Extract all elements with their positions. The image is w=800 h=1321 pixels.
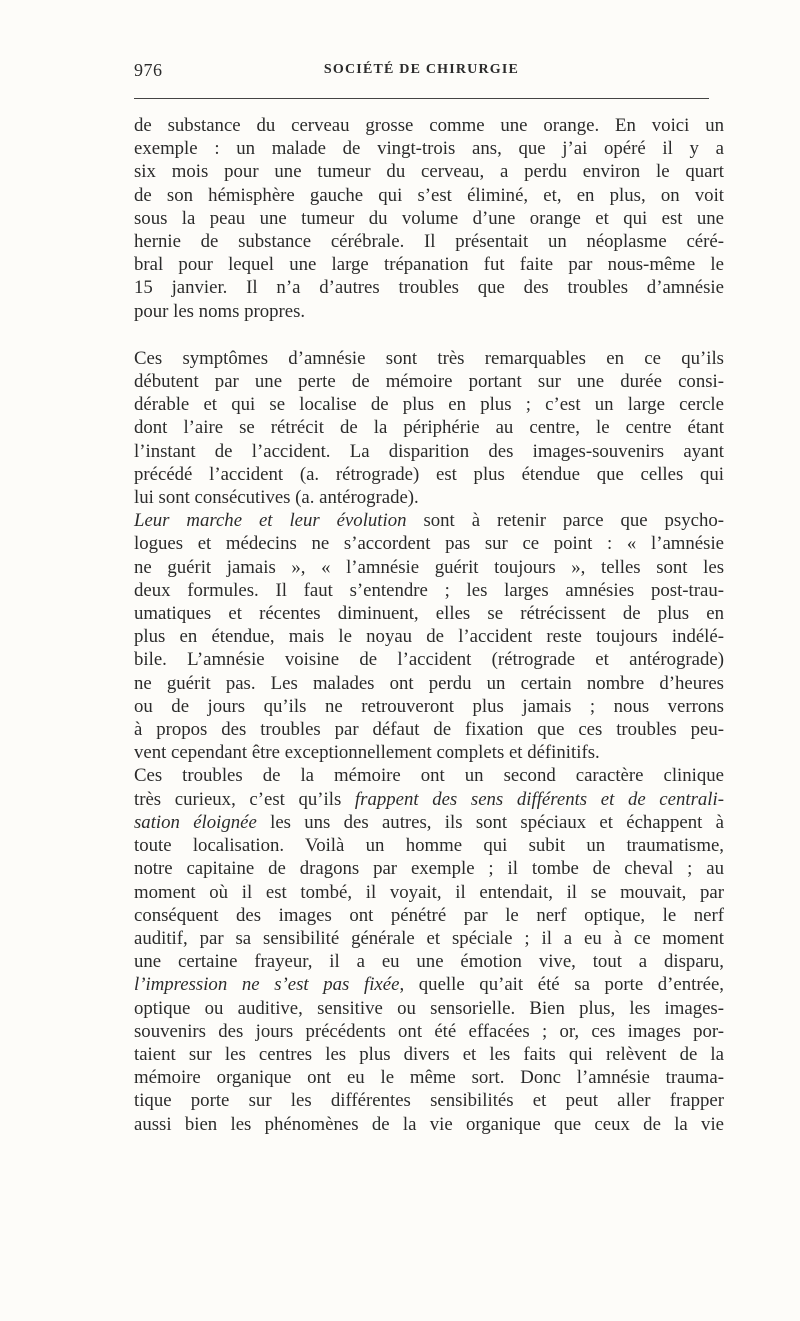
page-number: 976 xyxy=(134,60,163,80)
text-line xyxy=(134,509,724,532)
paragraph-3 xyxy=(134,509,724,764)
text-fragment: les uns des autres, ils sont spéciaux et échappent à xyxy=(256,811,724,833)
text-line: auditif, par sa sensibilité générale et spéciale ; il a eu à ce moment xyxy=(134,927,724,949)
text-line: tique porte sur les différentes sensibilités et peut aller frapper xyxy=(134,1090,724,1112)
text-line: bral pour lequel une large trépanation fut faite par nous-même le xyxy=(134,254,724,276)
text-fragment: très curieux, c’est qu’ils xyxy=(134,788,355,810)
text-line: exemple : un malade de vingt-trois ans, que j’ai opéré il y a xyxy=(134,138,724,160)
paragraph-2 xyxy=(134,347,724,509)
italic-phrase: frappent des sens différents et de centrali- xyxy=(354,788,724,810)
text-line xyxy=(134,788,724,811)
text-line: ne guérit pas. Les malades ont perdu un certain nombre d’heures xyxy=(134,672,724,694)
text-line: umatiques et récentes diminuent, elles se rétrécissent de plus en xyxy=(134,603,724,625)
text-line: logues et médecins ne s’accordent pas sur ce point : « l’amnésie xyxy=(134,533,724,555)
paragraph-4 xyxy=(134,764,724,1135)
text-line: sous la peau une tumeur du volume d’une orange et qui est une xyxy=(134,207,724,229)
italic-phrase: sation éloignée xyxy=(134,811,257,833)
text-line: notre capitaine de dragons par exemple ; il tombe de cheval ; au xyxy=(134,858,724,880)
text-line: dérable et qui se localise de plus en plus ; c’est un large cercle xyxy=(134,394,724,416)
text-line: de son hémisphère gauche qui s’est éliminé, et, en plus, on voit xyxy=(134,184,724,206)
text-line: de substance du cerveau grosse comme une orange. En voici un xyxy=(134,115,724,136)
italic-phrase: Leur marche et leur évolution xyxy=(134,510,407,532)
text-line: hernie de substance cérébrale. Il présentait un néoplasme céré- xyxy=(134,231,724,253)
paragraph-1 xyxy=(134,114,724,323)
italic-phrase: l’impression ne s’est pas fixée xyxy=(134,974,400,996)
text-line: 15 janvier. Il n’a d’autres troubles que des troubles d’amnésie xyxy=(134,277,724,299)
header-rule xyxy=(134,98,709,99)
text-line: l’instant de l’accident. La disparition des images-souvenirs ayant xyxy=(134,440,724,462)
text-line: six mois pour une tumeur du cerveau, a perdu environ le quart xyxy=(134,161,724,183)
text-line: toute localisation. Voilà un homme qui subit un traumatisme, xyxy=(134,835,724,857)
paragraph-gap xyxy=(134,323,724,347)
text-line: optique ou auditive, sensitive ou sensorielle. Bien plus, les images- xyxy=(134,997,724,1019)
text-line: aussi bien les phénomènes de la vie organique que ceux de la vie xyxy=(134,1113,724,1135)
text-line xyxy=(134,811,724,834)
text-line: Ces troubles de la mémoire ont un second caractère clinique xyxy=(134,765,724,787)
text-line: vent cependant être exceptionnellement complets et définitifs. xyxy=(134,742,600,764)
text-line: à propos des troubles par défaut de fixation que ces troubles peu- xyxy=(134,719,724,741)
text-line: deux formules. Il faut s’entendre ; les larges amnésies post-trau- xyxy=(134,579,724,601)
text-line: bile. L’amnésie voisine de l’accident (rétrograde et antérograde) xyxy=(134,649,724,671)
text-line: moment où il est tombé, il voyait, il entendait, il se mouvait, par xyxy=(134,881,724,903)
body-text xyxy=(134,114,724,1136)
text-fragment: sont à retenir parce que psycho- xyxy=(406,510,724,532)
text-fragment: , quelle qu’ait été sa porte d’entrée, xyxy=(399,974,724,996)
text-line: pour les noms propres. xyxy=(134,300,306,322)
text-line: taient sur les centres les plus divers et les faits qui relèvent de la xyxy=(134,1043,724,1065)
text-line: débutent par une perte de mémoire portant sur une durée consi- xyxy=(134,371,724,393)
text-line: plus en étendue, mais le noyau de l’accident reste toujours indélé- xyxy=(134,626,724,648)
text-line: mémoire organique ont eu le même sort. Donc l’amnésie trauma- xyxy=(134,1067,724,1089)
text-line: ne guérit jamais », « l’amnésie guérit toujours », telles sont les xyxy=(134,556,724,578)
text-line: Ces symptômes d’amnésie sont très remarquables en ce qu’ils xyxy=(134,347,724,369)
text-line xyxy=(134,973,724,996)
text-line: dont l’aire se rétrécit de la périphérie au centre, le centre étant xyxy=(134,417,724,439)
running-title: SOCIÉTÉ DE CHIRURGIE xyxy=(323,62,520,77)
page-header xyxy=(134,58,709,84)
text-line: conséquent des images ont pénétré par le nerf optique, le nerf xyxy=(134,904,724,926)
text-line: lui sont consécutives (a. antérograde). xyxy=(134,487,419,509)
text-line: précédé l’accident (a. rétrograde) est plus étendue que celles qui xyxy=(134,463,724,485)
text-line: ou de jours qu’ils ne retrouveront plus jamais ; nous verrons xyxy=(134,695,724,717)
text-line: souvenirs des jours précédents ont été effacées ; or, ces images por- xyxy=(134,1020,724,1042)
text-line: une certaine frayeur, il a eu une émotion vive, tout a disparu, xyxy=(134,951,724,973)
